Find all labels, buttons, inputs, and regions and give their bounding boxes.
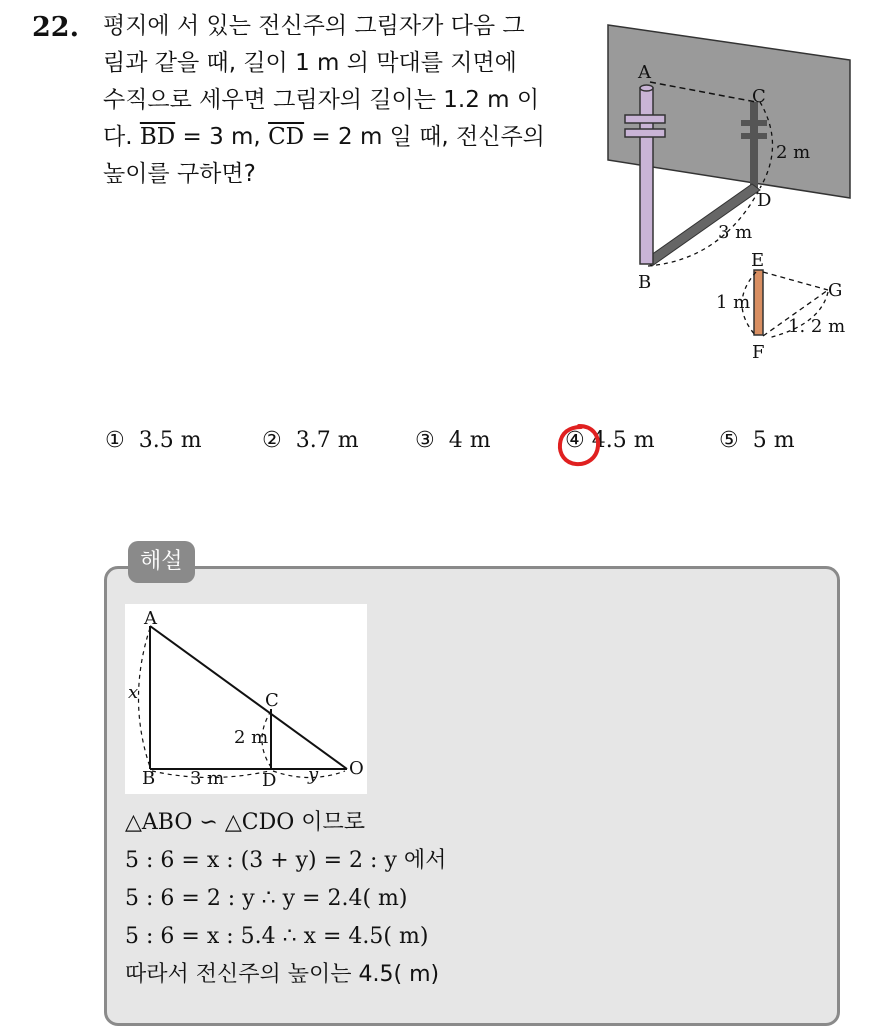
shadow-crossbar bbox=[741, 120, 767, 126]
sol-label-x: x bbox=[128, 682, 139, 703]
choice-5[interactable]: ⑤ 5 m bbox=[719, 428, 795, 453]
segment-cd: $\overline{CD}$ bbox=[268, 124, 305, 150]
label-cd-length: 2 m bbox=[776, 142, 811, 163]
label-e: E bbox=[751, 250, 765, 271]
question-number: 22. bbox=[32, 12, 79, 43]
stick-ray bbox=[763, 272, 828, 290]
choice-4[interactable]: ④ 4.5 m bbox=[565, 428, 655, 453]
solution-text bbox=[125, 804, 446, 994]
choice-3[interactable]: ③ 4 m bbox=[415, 428, 491, 453]
pole-crossbar bbox=[625, 129, 665, 137]
label-fg-length: 1. 2 m bbox=[788, 316, 846, 337]
segment-bd: $\overline{BD}$ bbox=[139, 124, 176, 150]
question-line-5: 높이를 구하면? bbox=[103, 161, 256, 187]
question-line-1: 평지에 서 있는 전신주의 그림자가 다음 그 bbox=[103, 13, 525, 39]
label-ef-length: 1 m bbox=[716, 292, 751, 313]
choice-1[interactable]: ① 3.5 m bbox=[105, 428, 202, 453]
label-d: D bbox=[757, 190, 772, 211]
pole-shadow-figure bbox=[600, 20, 860, 370]
label-bd-length: 3 m bbox=[718, 222, 753, 243]
solution-line-1: △ABO ∽ △CDO 이므로 bbox=[125, 810, 366, 835]
solution-line-2: 5 : 6 = x : (3 + y) = 2 : y 에서 bbox=[125, 848, 447, 873]
answer-circle-mark bbox=[555, 420, 603, 470]
solution-tag: 해설 bbox=[128, 541, 195, 583]
pole-crossbar bbox=[625, 115, 665, 123]
label-f: F bbox=[752, 342, 765, 363]
question-line-3: 수직으로 세우면 그림자의 길이는 1.2 m 이 bbox=[103, 87, 540, 113]
label-b: B bbox=[638, 272, 652, 293]
sol-label-c: C bbox=[265, 690, 279, 711]
sol-label-y: y bbox=[308, 764, 319, 785]
solution-line-3: 5 : 6 = 2 : y ∴ y = 2.4( m) bbox=[125, 886, 408, 911]
label-c: C bbox=[752, 86, 766, 107]
sol-label-b: B bbox=[142, 768, 156, 789]
solution-line-4: 5 : 6 = x : 5.4 ∴ x = 4.5( m) bbox=[125, 924, 429, 949]
sol-label-a: A bbox=[144, 608, 157, 629]
label-g: G bbox=[828, 280, 843, 301]
question-line-4: 다. $\overline{BD} = 3$ m, $\overline{CD} = 2$ m 일 때, 전신주의 bbox=[103, 124, 545, 150]
shadow-pole bbox=[750, 102, 758, 192]
measuring-stick bbox=[754, 270, 763, 335]
shadow-crossbar bbox=[741, 133, 767, 139]
choice-2[interactable]: ② 3.7 m bbox=[262, 428, 359, 453]
sol-label-d: D bbox=[262, 770, 277, 791]
label-a: A bbox=[638, 62, 651, 83]
answer-choices bbox=[105, 428, 825, 464]
question-text bbox=[103, 8, 583, 193]
sol-label-cd: 2 m bbox=[234, 727, 269, 748]
solution-line-5: 따라서 전신주의 높이는 4.5( m) bbox=[125, 962, 440, 987]
sol-label-o: O bbox=[349, 758, 364, 779]
solution-triangle-figure bbox=[125, 604, 367, 794]
sol-label-bd: 3 m bbox=[190, 768, 225, 789]
question-line-2: 림과 같을 때, 길이 1 m 의 막대를 지면에 bbox=[103, 50, 517, 76]
